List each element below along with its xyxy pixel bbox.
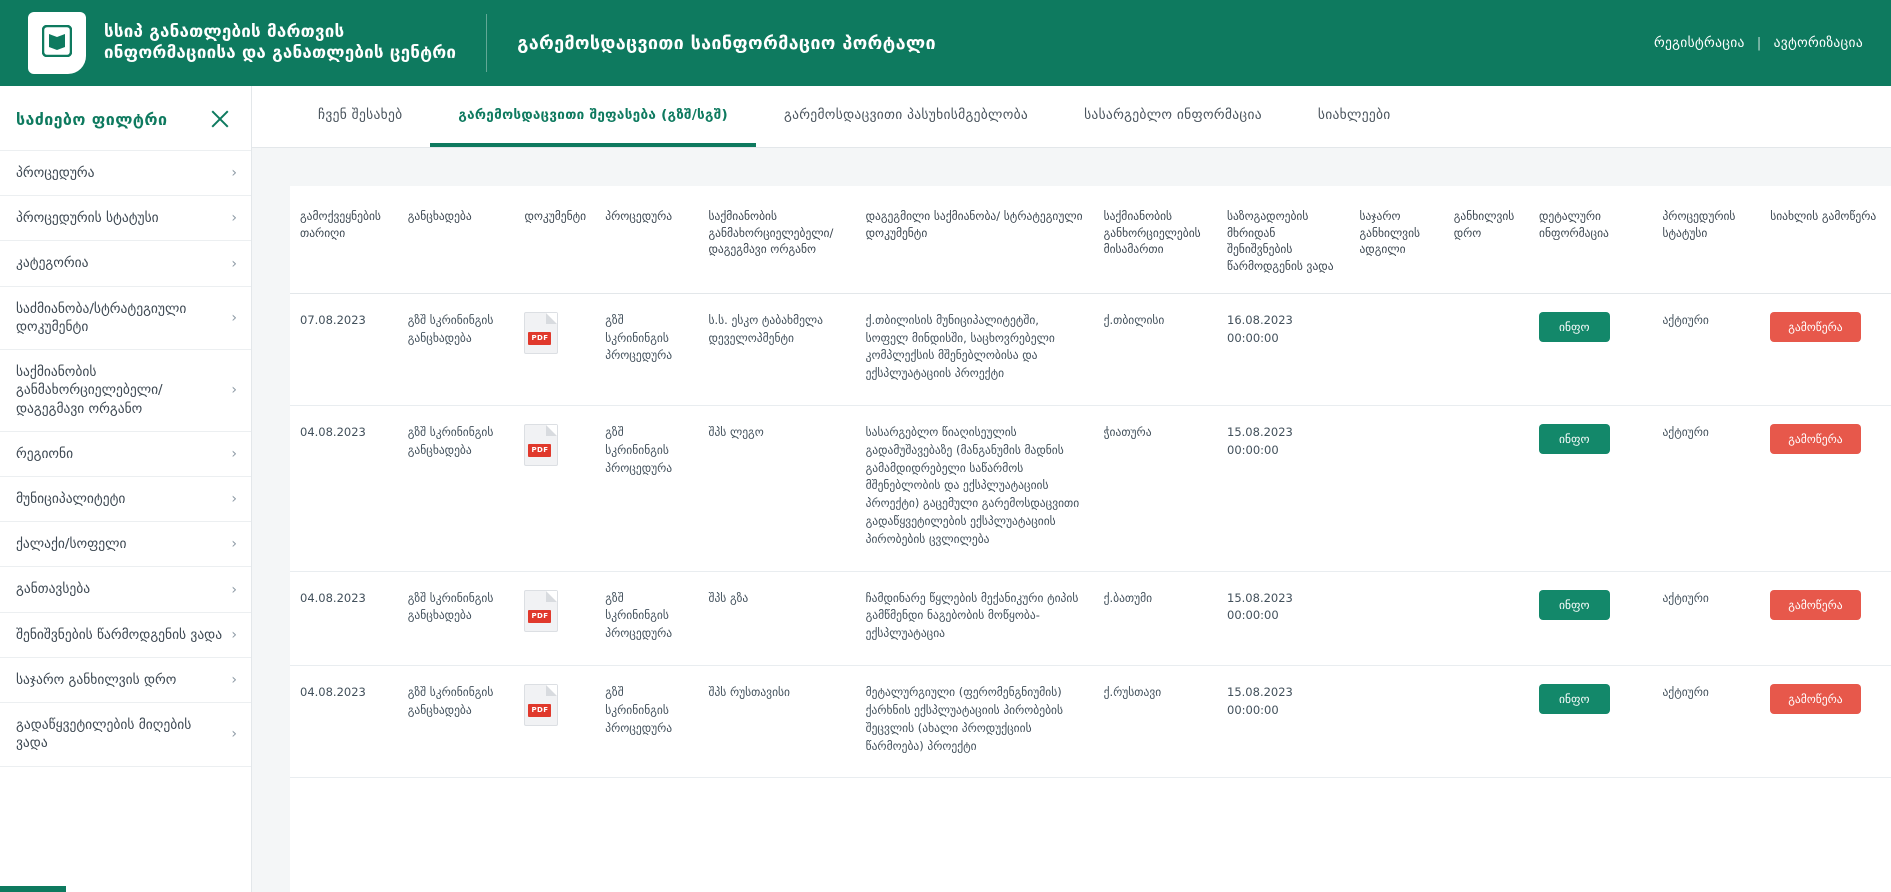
subscribe-button[interactable]: გამოწერა (1770, 684, 1860, 714)
cell-comments-deadline: 16.08.2023 00:00:00 (1217, 293, 1349, 405)
table-row[interactable] (290, 405, 1891, 571)
column-header-activity: დაგეგმილი საქმიანობა/ სტრატეგიული დოკუმენტი (856, 186, 1094, 293)
column-header-organization: საქმიანობის განმახორციელებელი/ დაგეგმავი ორგანო (699, 186, 856, 293)
sidebar-scrollbar[interactable] (0, 886, 66, 892)
filter-sidebar (0, 86, 252, 892)
pdf-label: PDF (528, 332, 551, 345)
chevron-right-icon: › (231, 671, 237, 688)
sidebar-item-label: საჯარო განხილვის დრო (16, 671, 177, 688)
table-row[interactable] (290, 293, 1891, 405)
cell-hearing-place (1349, 293, 1443, 405)
cell-publish-date: 07.08.2023 (290, 293, 398, 405)
filter-list (0, 150, 251, 767)
cell-hearing-time (1444, 666, 1529, 778)
sidebar-item-label: კატეგორია (16, 255, 89, 272)
portal-title: გარემოსდაცვითი საინფორმაციო პორტალი (517, 32, 936, 54)
pdf-file-icon[interactable] (524, 590, 558, 632)
cell-publish-date: 04.08.2023 (290, 405, 398, 571)
cell-organization: შპს გზა (699, 571, 856, 665)
results-table-container (290, 186, 1891, 892)
cell-activity: მეტალურგიული (ფერომენგნიუმის) ქარხნის ექსპლუატაციის პირობების შეცვლის (ახალი პროდუქციის წარმოება) პროექტი (856, 666, 1094, 778)
pdf-file-icon[interactable] (524, 684, 558, 726)
cell-statement: გზშ სკრინინგის განცხადება (398, 405, 515, 571)
cell-address: ქ.რუსთავი (1094, 666, 1217, 778)
cell-details[interactable] (1529, 571, 1652, 665)
sidebar-item-label: პროცედურა (16, 165, 95, 181)
header-divider (486, 14, 487, 72)
sidebar-item-placement[interactable] (0, 566, 251, 611)
cell-hearing-place (1349, 571, 1443, 665)
cell-document[interactable] (514, 293, 595, 405)
cell-hearing-time (1444, 571, 1529, 665)
sidebar-item-procedure-status[interactable] (0, 195, 251, 240)
sidebar-item-city-village[interactable] (0, 521, 251, 566)
column-header-details: დეტალური ინფორმაცია (1529, 186, 1652, 293)
info-button[interactable]: ინფო (1539, 590, 1610, 620)
cell-statement: გზშ სკრინინგის განცხადება (398, 571, 515, 665)
tab-useful-information[interactable]: სასარგებლო ინფორმაცია (1084, 106, 1262, 123)
cell-organization: ს.ს. ესკო ტაბახმელა დეველოპმენტი (699, 293, 856, 405)
chevron-right-icon: › (231, 165, 237, 182)
cell-details[interactable] (1529, 405, 1652, 571)
pdf-file-icon[interactable] (524, 312, 558, 354)
sidebar-item-label: განთავსება (16, 581, 91, 598)
page-body (0, 86, 1891, 892)
cell-procedure: გზშ სკრინინგის პროცედურა (595, 666, 698, 778)
cell-hearing-place (1349, 405, 1443, 571)
column-header-comments-deadline: საზოგადოების მხრიდან შენიშვნების წარმოდგენის ვადა (1217, 186, 1349, 293)
table-row[interactable] (290, 666, 1891, 778)
filter-header (0, 86, 251, 150)
cell-details[interactable] (1529, 293, 1652, 405)
chevron-right-icon: › (231, 581, 237, 598)
column-header-document: დოკუმენტი (514, 186, 595, 293)
chevron-right-icon: › (231, 491, 237, 508)
filter-title: საძიებო ფილტრი (16, 109, 168, 129)
subscribe-button[interactable]: გამოწერა (1770, 590, 1860, 620)
sidebar-item-label: გადაწყვეტილების მიღების ვადა (16, 717, 192, 752)
cell-activity: ქ.თბილისის მუნიციპალიტეტში, სოფელ მინდისში, საცხოვრებელი კომპლექსის მშენებლობისა და ექსპლუატაციის პროექტი (856, 293, 1094, 405)
sidebar-item-procedure[interactable] (0, 150, 251, 195)
info-button[interactable]: ინფო (1539, 424, 1610, 454)
column-header-hearing-place: საჯარო განხილვის ადგილი (1349, 186, 1443, 293)
cell-status: აქტიური (1652, 666, 1760, 778)
pdf-label: PDF (528, 444, 551, 457)
cell-subscribe[interactable] (1760, 405, 1891, 571)
cell-hearing-place (1349, 666, 1443, 778)
register-link[interactable]: რეგისტრაცია (1653, 35, 1745, 51)
sidebar-item-label: საქმიანობის განმახორციელებელი/დაგეგმავი ორგანო (16, 364, 163, 417)
cell-comments-deadline: 15.08.2023 00:00:00 (1217, 405, 1349, 571)
tab-environmental-assessment[interactable]: გარემოსდაცვითი შეფასება (გზშ/სგშ) (430, 86, 756, 147)
sidebar-item-label: პროცედურის სტატუსი (16, 210, 159, 227)
chevron-right-icon: › (231, 255, 237, 272)
subscribe-button[interactable]: გამოწერა (1770, 312, 1860, 342)
cell-publish-date: 04.08.2023 (290, 666, 398, 778)
brand-line-2: ინფორმაციისა და განათლების ცენტრი (104, 43, 457, 63)
tab-environmental-responsibility[interactable]: გარემოსდაცვითი პასუხისმგებლობა (783, 106, 1029, 123)
main-content (252, 86, 1891, 892)
column-header-hearing-time: განხილვის დრო (1444, 186, 1529, 293)
sidebar-item-label: ქალაქი/სოფელი (16, 536, 127, 553)
column-header-publish-date: გამოქვეყნების თარიღი (290, 186, 398, 293)
cell-organization: შპს რუსთავისი (699, 666, 856, 778)
chevron-right-icon: › (231, 309, 237, 326)
cell-procedure: გზშ სკრინინგის პროცედურა (595, 293, 698, 405)
cell-procedure: გზშ სკრინინგის პროცედურა (595, 571, 698, 665)
cell-statement: გზშ სკრინინგის განცხადება (398, 293, 515, 405)
cell-address: ქ.ბათუმი (1094, 571, 1217, 665)
app-header (0, 0, 1891, 86)
tab-bar (252, 86, 1891, 148)
column-header-subscribe: სიახლის გამოწერა (1760, 186, 1891, 293)
cell-publish-date: 04.08.2023 (290, 571, 398, 665)
info-button[interactable]: ინფო (1539, 312, 1610, 342)
table-header (290, 186, 1891, 293)
sidebar-item-comments-deadline[interactable] (0, 612, 251, 657)
cell-subscribe[interactable] (1760, 666, 1891, 778)
results-region (252, 148, 1891, 892)
cell-subscribe[interactable] (1760, 571, 1891, 665)
sidebar-item-label: მუნიციპალიტეტი (16, 490, 126, 507)
brand-title (104, 22, 456, 65)
sidebar-item-category[interactable] (0, 240, 251, 285)
results-table (290, 186, 1891, 778)
sidebar-item-decision-deadline[interactable] (0, 702, 251, 766)
cell-status: აქტიური (1652, 405, 1760, 571)
cell-procedure: გზშ სკრინინგის პროცედურა (595, 405, 698, 571)
cell-organization: შპს ლეგო (699, 405, 856, 571)
chevron-right-icon: › (231, 726, 237, 743)
header-links-divider: | (1756, 35, 1762, 51)
cell-document[interactable] (514, 571, 595, 665)
sidebar-item-activity-document[interactable] (0, 286, 251, 349)
cell-document[interactable] (514, 405, 595, 571)
column-header-address: საქმიანობის განხორციელების მისამართი (1094, 186, 1217, 293)
logo (28, 12, 86, 74)
sidebar-item-organization[interactable] (0, 349, 251, 431)
sidebar-item-public-hearing-time[interactable] (0, 657, 251, 702)
subscribe-button[interactable]: გამოწერა (1770, 424, 1860, 454)
cell-activity: ჩამდინარე წყლების მექანიკური ტიპის გამწმენდი ნაგებობის მოწყობა-ექსპლუატაცია (856, 571, 1094, 665)
cell-statement: გზშ სკრინინგის განცხადება (398, 666, 515, 778)
cell-status: აქტიური (1652, 571, 1760, 665)
cell-details[interactable] (1529, 666, 1652, 778)
book-emblem-icon (42, 25, 72, 61)
tab-news[interactable]: სიახლეები (1317, 106, 1391, 123)
sidebar-item-region[interactable] (0, 431, 251, 476)
pdf-label: PDF (528, 610, 551, 623)
sidebar-item-label: საძმიანობა/სტრატეგიული დოკუმენტი (16, 300, 187, 335)
cell-document[interactable] (514, 666, 595, 778)
cell-status: აქტიური (1652, 293, 1760, 405)
close-icon[interactable] (209, 108, 231, 130)
cell-comments-deadline: 15.08.2023 00:00:00 (1217, 571, 1349, 665)
cell-address: ქ.თბილისი (1094, 293, 1217, 405)
info-button[interactable]: ინფო (1539, 684, 1610, 714)
header-actions (1654, 35, 1863, 51)
sidebar-item-label: რეგიონი (16, 445, 74, 462)
sidebar-item-label: შენიშვნების წარმოდგენის ვადა (16, 626, 223, 643)
brand-line-1: სსიპ განათლების მართვის (104, 21, 345, 42)
chevron-right-icon: › (231, 536, 237, 553)
pdf-file-icon[interactable] (524, 424, 558, 466)
table-header-row (290, 186, 1891, 293)
cell-comments-deadline: 15.08.2023 00:00:00 (1217, 666, 1349, 778)
table-body (290, 293, 1891, 778)
chevron-right-icon: › (231, 445, 237, 462)
pdf-label: PDF (528, 704, 551, 717)
column-header-statement: განცხადება (398, 186, 515, 293)
sidebar-item-municipality[interactable] (0, 476, 251, 521)
tab-about-us[interactable]: ჩვენ შესახებ (318, 106, 403, 123)
chevron-right-icon: › (231, 210, 237, 227)
chevron-right-icon: › (231, 626, 237, 643)
table-row[interactable] (290, 571, 1891, 665)
chevron-right-icon: › (231, 382, 237, 399)
cell-hearing-time (1444, 293, 1529, 405)
column-header-status: პროცედურის სტატუსი (1652, 186, 1760, 293)
cell-address: ჭიათურა (1094, 405, 1217, 571)
cell-subscribe[interactable] (1760, 293, 1891, 405)
cell-activity: სასარგებლო წიაღისეულის გადამუშავებაზე (მანგანუმის მადნის გამამდიდრებელი საწარმოს მშენებლობის და ექსპლუატაციის პროექტი) გაცემული გარემოსდაცვითი გადაწყვეტილების ექსპლუატაციის პირობების ცვლილება (856, 405, 1094, 571)
column-header-procedure: პროცედურა (595, 186, 698, 293)
authorize-link[interactable]: ავტორიზაცია (1773, 35, 1863, 51)
cell-hearing-time (1444, 405, 1529, 571)
